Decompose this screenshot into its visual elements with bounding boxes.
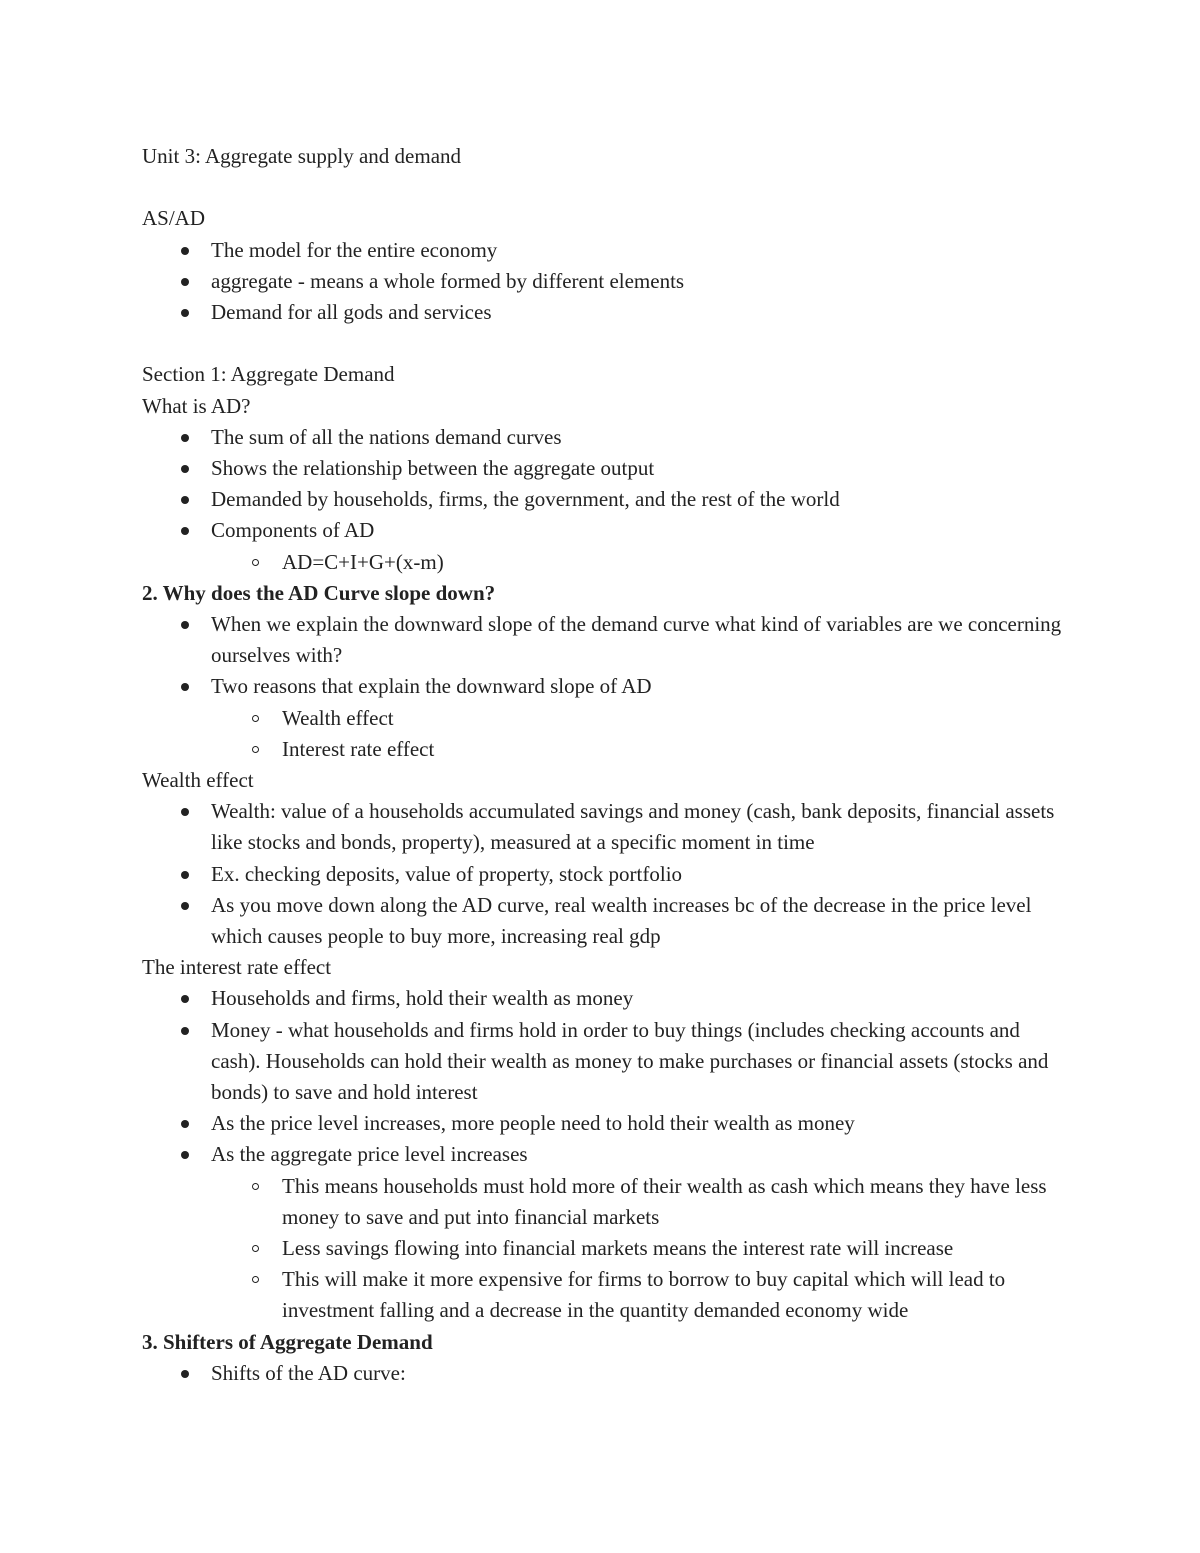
hollow-bullet-icon: [252, 1245, 259, 1252]
list-item: Shows the relationship between the aggregate output: [142, 453, 1072, 484]
list-item: Demanded by households, firms, the government, and the rest of the world: [142, 484, 1072, 515]
list-item: Two reasons that explain the downward slope of AD: [142, 671, 1072, 702]
asad-heading: AS/AD: [142, 206, 206, 231]
section1-subheading: What is AD?: [142, 393, 251, 418]
hollow-bullet-icon: [252, 559, 259, 566]
hollow-bullet-icon: [252, 746, 259, 753]
bullet-icon: [181, 808, 189, 816]
bullet-icon: [181, 247, 189, 255]
hollow-bullet-icon: [252, 1183, 259, 1190]
bullet-icon: [181, 995, 189, 1003]
list-item: The model for the entire economy: [142, 235, 1072, 266]
bullet-icon: [181, 1027, 189, 1035]
section2-heading: 2. Why does the AD Curve slope down?: [142, 580, 496, 605]
section3-list: [142, 1358, 1072, 1389]
wealth-list: [142, 796, 1072, 952]
bullet-icon: [181, 871, 189, 879]
sub-list-item: AD=C+I+G+(x-m): [142, 547, 1072, 578]
sub-list-item: This means households must hold more of their wealth as cash which means they have less money to save and put into financial markets: [142, 1171, 1072, 1233]
sub-list-item: This will make it more expensive for firms to borrow to buy capital which will lead to investment falling and a decrease in the quantity demanded economy wide: [142, 1264, 1072, 1326]
bullet-icon: [181, 1120, 189, 1128]
asad-list: [142, 235, 1072, 329]
bullet-icon: [181, 902, 189, 910]
spacer: [142, 172, 1072, 203]
list-item: When we explain the downward slope of the demand curve what kind of variables are we concerning ourselves with?: [142, 609, 1072, 671]
list-item: Demand for all gods and services: [142, 297, 1072, 328]
list-item: aggregate - means a whole formed by different elements: [142, 266, 1072, 297]
sub-list-item: Wealth effect: [142, 703, 1072, 734]
sub-list-item: Interest rate effect: [142, 734, 1072, 765]
sub-list-item: Less savings flowing into financial markets means the interest rate will increase: [142, 1233, 1072, 1264]
bullet-icon: [181, 309, 189, 317]
bullet-icon: [181, 465, 189, 473]
list-item: Shifts of the AD curve:: [142, 1358, 1072, 1389]
section3-heading: 3. Shifters of Aggregate Demand: [142, 1329, 433, 1354]
section2-list: [142, 609, 1072, 765]
interest-list: [142, 983, 1072, 1326]
wealth-heading: Wealth effect: [142, 768, 254, 793]
bullet-icon: [181, 496, 189, 504]
list-item: The sum of all the nations demand curves: [142, 422, 1072, 453]
list-item: Ex. checking deposits, value of property, stock portfolio: [142, 859, 1072, 890]
hollow-bullet-icon: [252, 1276, 259, 1283]
bullet-icon: [181, 683, 189, 691]
bullet-icon: [181, 1151, 189, 1159]
bullet-icon: [181, 621, 189, 629]
spacer: [142, 328, 1072, 359]
document-content: [142, 141, 1072, 1389]
list-item: Money - what households and firms hold in order to buy things (includes checking accounts and cash). Households can hold their wealth as money to make purchases or financial assets (stocks and bonds) to save and hold interest: [142, 1015, 1072, 1109]
interest-heading: The interest rate effect: [142, 955, 332, 980]
bullet-icon: [181, 278, 189, 286]
list-item: As you move down along the AD curve, real wealth increases bc of the decrease in the price level which causes people to buy more, increasing real gdp: [142, 890, 1072, 952]
bullet-icon: [181, 434, 189, 442]
bullet-icon: [181, 1370, 189, 1378]
list-item: As the aggregate price level increases: [142, 1139, 1072, 1170]
list-item: Components of AD: [142, 515, 1072, 546]
list-item: Households and firms, hold their wealth as money: [142, 983, 1072, 1014]
section1-list: [142, 422, 1072, 578]
bullet-icon: [181, 527, 189, 535]
hollow-bullet-icon: [252, 715, 259, 722]
section1-heading: Section 1: Aggregate Demand: [142, 362, 395, 387]
list-item: As the price level increases, more people need to hold their wealth as money: [142, 1108, 1072, 1139]
document-title: Unit 3: Aggregate supply and demand: [142, 144, 462, 168]
list-item: Wealth: value of a households accumulated savings and money (cash, bank deposits, financial assets like stocks and bonds, property), measured at a specific moment in time: [142, 796, 1072, 858]
